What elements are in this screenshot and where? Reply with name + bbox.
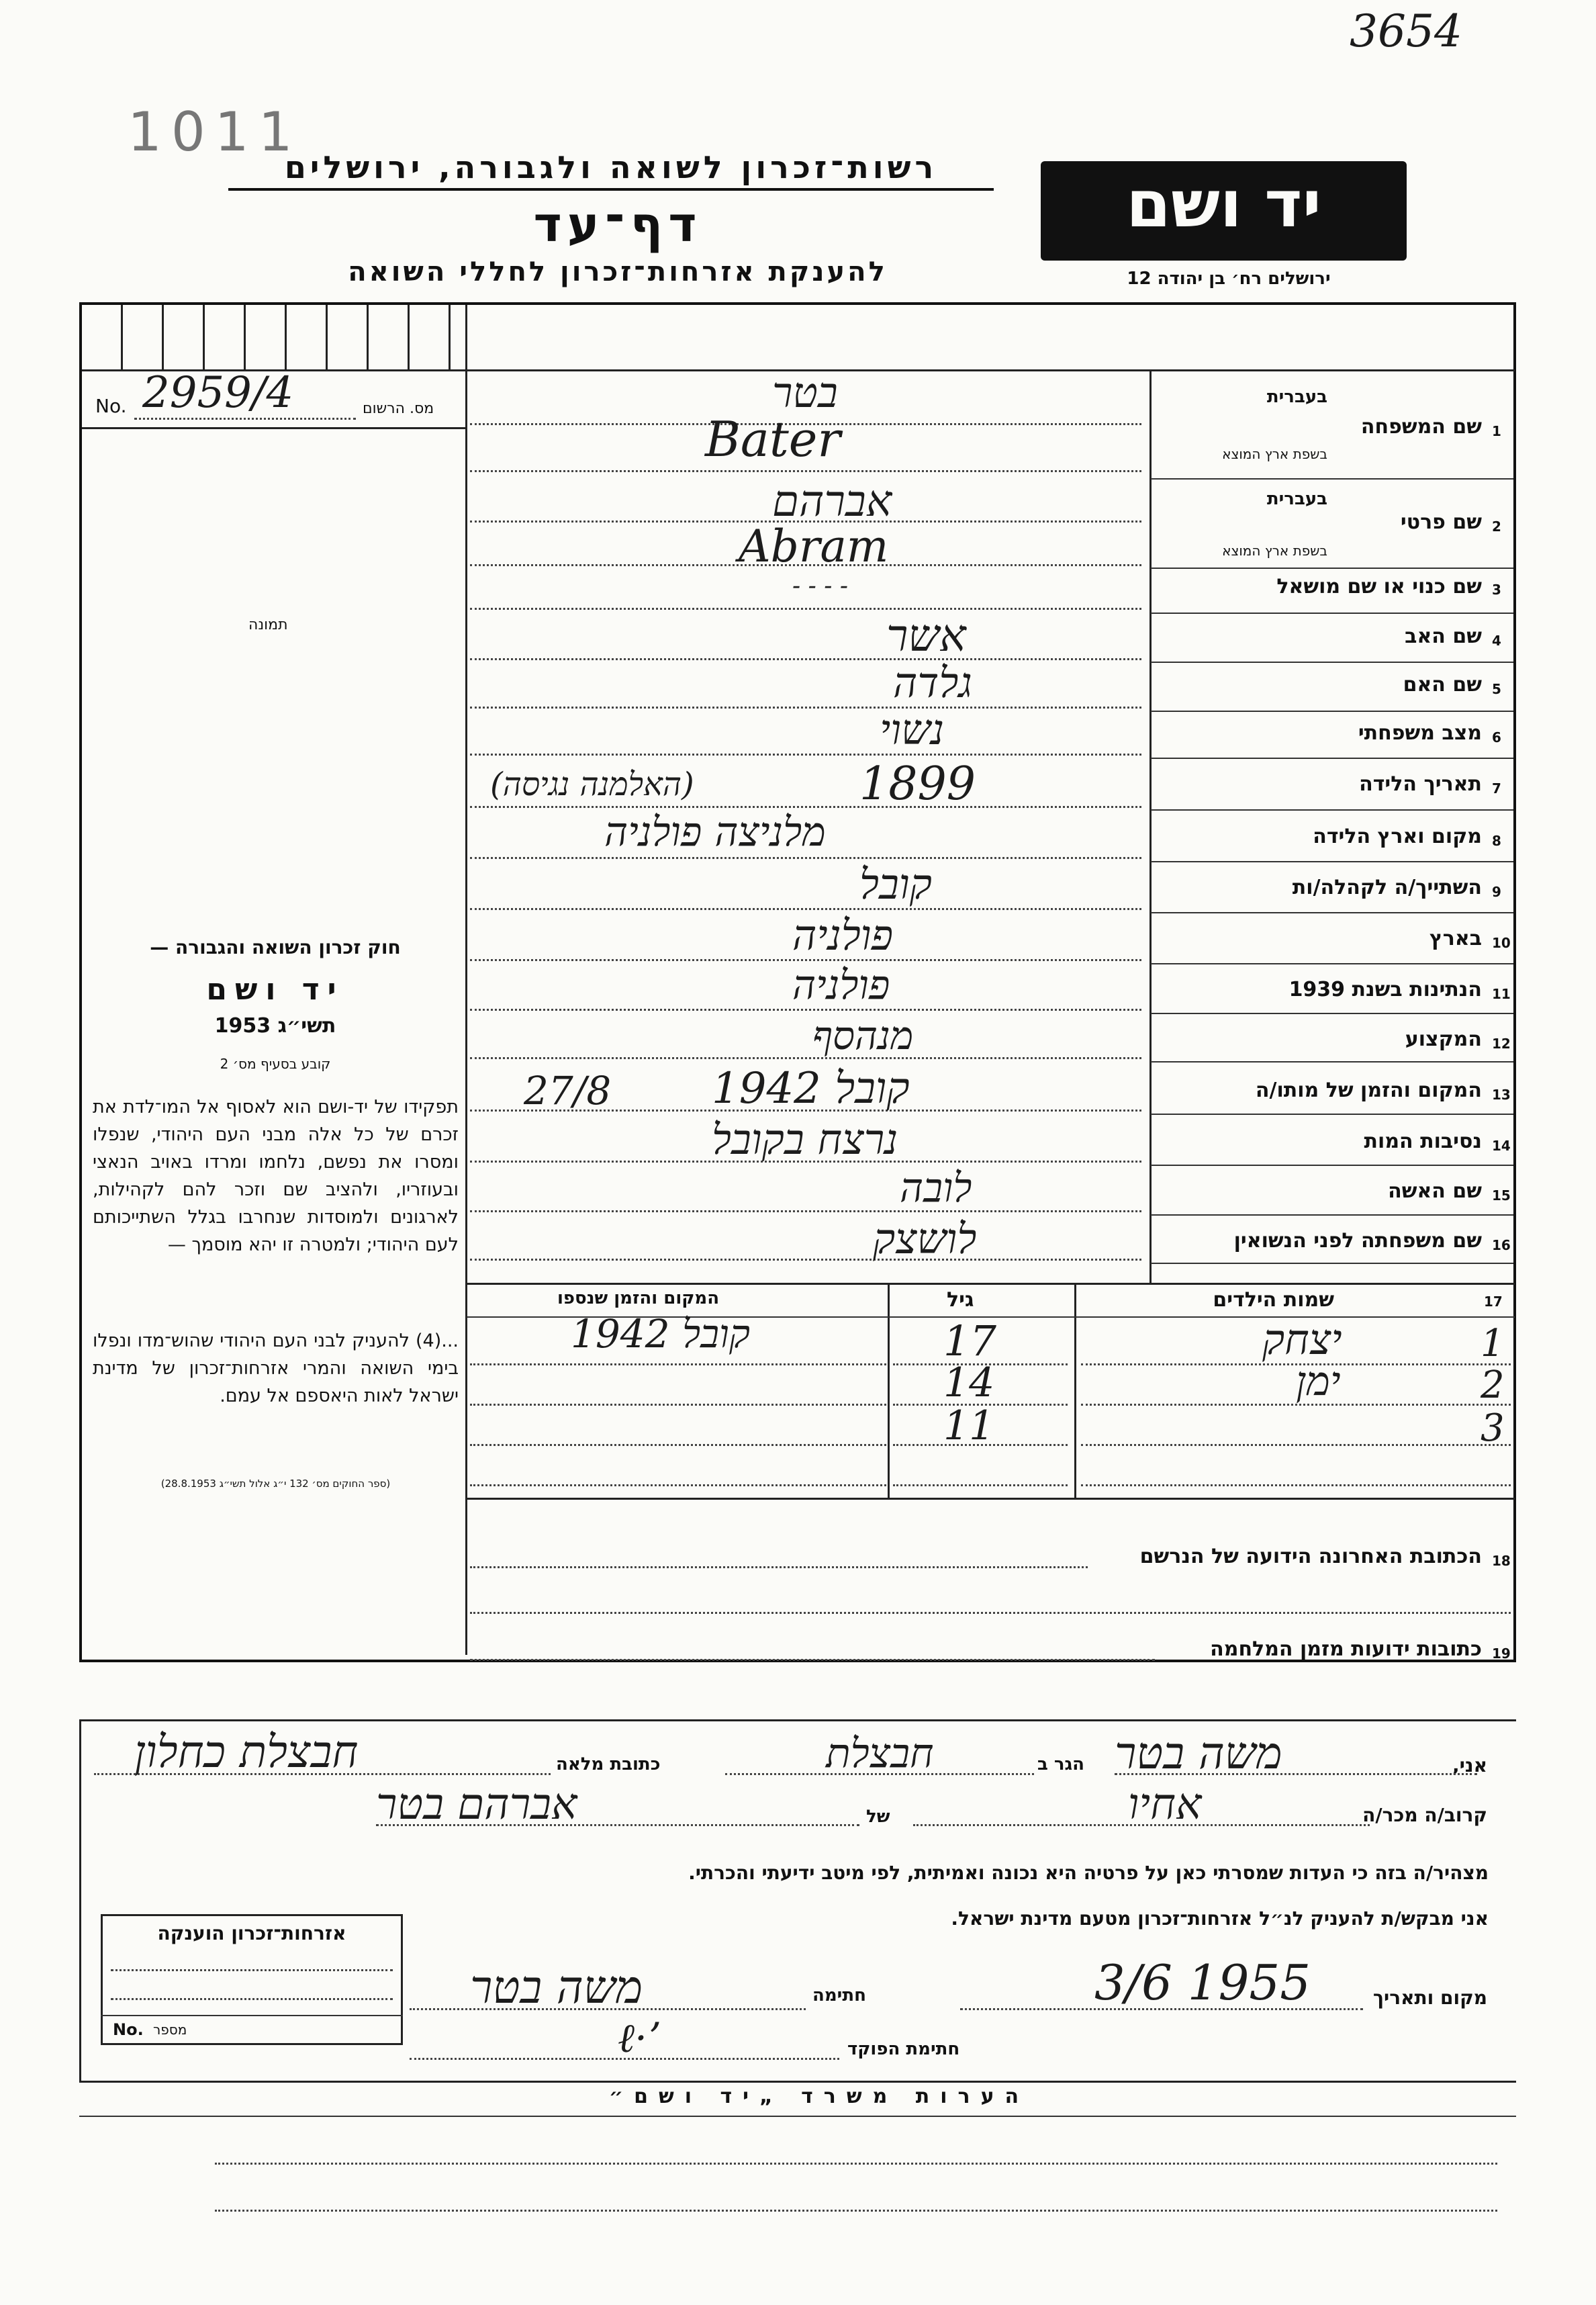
declarant-address: חבצלת כחלון [134,1726,359,1778]
child-3-index: 3 [1481,1406,1505,1450]
field-7-note: (האלמנה נגיסה) [490,766,694,803]
field-15-label: שם האשה [1388,1179,1482,1203]
field-3-number: 3 [1492,582,1501,598]
declarant-relative-label: קרוב/ה מכר/ה [1362,1804,1487,1826]
child-1-name: יצחק [1262,1315,1342,1364]
children-place-header: המקום והזמן שנספו [557,1288,720,1308]
field-5-number: 5 [1492,681,1501,697]
law-title: חוק זכרון השואה והגבורה — [150,936,401,958]
field-18-label: הכתובת האחרונה הידועה של הנרשם [1139,1545,1482,1568]
law-paragraph-1: תפקידו של יד-ושם הוא לאסוף אל המו־לדת את זכרם של כל אלה מבני העם היהודי, שנפלו ומסרו את נפשם, נלחמו ומרדו באויב הנאצי ובעוזריו, ולהציב שם וזכר להם לקהילות, לארגונים ולמוסדות שנחרבו בגלל השתייכותם לעם היהודי; ולמטרה זו יהא מוסמך — [93,1097,459,1255]
field-1-number: 1 [1492,423,1501,439]
field-15-number: 15 [1492,1187,1511,1204]
child-1-place: קובל 1942 [571,1311,751,1357]
declarant-city: חבצלת [826,1730,934,1777]
field-1-value-latin: Bater [705,411,841,467]
law-clause: קובע בסעיף מס׳ 2 [220,1056,331,1072]
children-age-header: גיל [947,1288,974,1312]
field-2-label: שם פרטי [1400,510,1482,534]
field-12-value: מנהסף [812,1013,914,1058]
field-4-number: 4 [1492,633,1501,649]
field-10-value: פולניה [792,911,894,960]
place-date-value: 3/6 1955 [1094,1954,1311,2011]
signature-value: משה בטר [470,1961,643,2014]
field-9-label: השתייך/ה לקהלה/ות [1292,876,1482,899]
field-10-label: בארץ [1429,927,1482,950]
field-6-number: 6 [1492,729,1501,745]
field-8-number: 8 [1492,833,1501,849]
field-9-value: קובל [859,860,932,909]
field-2-value-latin: Abram [739,521,889,572]
field-10-number: 10 [1492,935,1511,951]
field-3-value: - - - - [792,572,848,600]
photo-label: תמונה [248,617,288,633]
field-9-number: 9 [1492,884,1501,900]
field-4-label: שם האב [1405,625,1482,648]
field-8-label: מקום וארץ הלידה [1313,825,1482,848]
declarant-of-value: אברהם בטר [376,1780,577,1829]
field-13-date: 27/8 [524,1068,612,1114]
child-2-name: ימן [1296,1358,1341,1405]
archive-number: 3654 [1350,5,1462,57]
field-19-number: 19 [1492,1645,1511,1662]
field-14-number: 14 [1492,1138,1511,1154]
field-18-number: 18 [1492,1553,1511,1569]
registration-label: מס. הרשום [363,400,434,417]
field-8-value: מלניצה פולניה [604,809,826,856]
field-12-label: המקצוע [1405,1028,1482,1051]
law-year: תשי״ג 1953 [214,1014,336,1038]
logo-text: יד ושם [1126,167,1321,242]
registration-no-label: No. [95,395,127,417]
child-2-age: 14 [943,1359,995,1406]
field-5-label: שם האם [1403,673,1482,696]
field-11-value: פולניה [792,962,890,1009]
signature-label: חתימה [812,1985,866,2005]
child-3-age: 11 [943,1402,995,1449]
place-date-label: מקום ותאריך [1372,1987,1487,2009]
remarks-label: הערות משרד „יד ושם״ [608,2085,1030,2108]
citizenship-mispar: מספר [153,2022,187,2038]
top-hatch-strip [82,305,467,371]
form-title: דף־עד [533,196,702,253]
field-6-label: מצב משפחתי [1358,721,1482,745]
declarant-lives-at-label: הגר ב [1037,1754,1085,1774]
field-2-number: 2 [1492,518,1501,535]
field-12-number: 12 [1492,1036,1511,1052]
field-5-value: גלדה [893,658,972,707]
citizenship-title: אזרחות־זכרון הוענקה [157,1922,346,1944]
field-11-label: הנתינות בשנת 1939 [1288,978,1482,1001]
field-2-value: אברהם [772,477,892,527]
field-19-label: כתובות ידועות מזמן המלחמה [1210,1637,1482,1661]
field-14-value: נרצח בקובל [712,1115,898,1164]
field-13-number: 13 [1492,1087,1511,1103]
field-7-label: תאריך הלידה [1359,772,1482,796]
field-1-label: שם המשפחה [1360,415,1482,439]
declaration-statement: מצהיר/ה בזה כי העדות שמסרתי כאן על פרטיה היא נכונה ואמיתית, לפי מיטב ידיעתי והכרתי. [688,1862,1489,1884]
field-13-label: המקום והזמן של מותו/ה [1255,1079,1482,1102]
declarant-relation: אחיו [1128,1780,1202,1829]
archive-side-number: 1011 [128,101,302,163]
form-subtitle: להענקת אזרחות־זכרון לחללי השואה [348,257,888,287]
field-16-value: לושצק [873,1214,977,1263]
child-1-index: 1 [1481,1322,1505,1365]
field-3-label: שם כנוי או שם מושאל [1276,575,1482,598]
registration-number: 2959/4 [142,368,294,418]
authority-name: רשות־זכרון לשואה ולגבורה, ירושלים [228,149,994,191]
field-7-number: 7 [1492,780,1501,797]
officer-signature-label: חתימת הפוקד [847,2039,960,2059]
declarant-ani: אני, [1452,1754,1487,1776]
law-paragraph-2: ...(4) להעניק לבני העם היהודי שהוש־מדו ונפלו בימי השואה והמרי אזרחות־זכרון של מדינת ישראל לאות היאספם אל עמם. [93,1330,459,1406]
children-names-header: שמות הילדים [1213,1288,1334,1312]
declarant-of-label: של [866,1807,890,1827]
field-6-value: נשוי [880,705,945,754]
field-2-sub-hebrew: בעברית [1266,489,1327,509]
child-2-index: 2 [1481,1363,1505,1407]
law-source: (ספר החוקים מס׳ 132 י״ג אלול תשי״ג 28.8.1953) [160,1478,391,1490]
field-1-sub-origin: בשפת ארץ המוצא [1222,446,1327,462]
field-2-sub-origin: בשפת ארץ המוצא [1222,543,1327,559]
field-17-number: 17 [1484,1294,1503,1310]
field-16-number: 16 [1492,1237,1511,1253]
field-1-sub-hebrew: בעברית [1266,387,1327,407]
officer-signature-mark: ℓ·ʼ [618,2015,661,2062]
field-11-number: 11 [1492,986,1511,1002]
field-14-label: נסיבות המות [1364,1130,1482,1153]
field-4-value: אשר [886,610,966,662]
logo-address: ירושלים רח׳ בן יהודה 12 [1127,269,1331,289]
field-16-label: שם משפחתה לפני הנשואין [1233,1229,1482,1253]
field-1-value: בטר [772,368,838,417]
law-name: יד ושם [206,973,344,1007]
field-15-value: לובה [900,1165,972,1212]
citizenship-no: No. [113,2020,144,2039]
field-7-value: 1899 [859,758,976,811]
declarant-address-label: כתובת מלאה [556,1754,661,1774]
field-13-value: קובל 1942 [712,1064,910,1114]
child-1-age: 17 [943,1316,996,1365]
declarant-name: משה בטר [1115,1727,1282,1779]
declaration-request: אני מבקש/ת להעניק לנ״ל אזרחות־זכרון מטעם מדינת ישראל. [951,1907,1489,1930]
